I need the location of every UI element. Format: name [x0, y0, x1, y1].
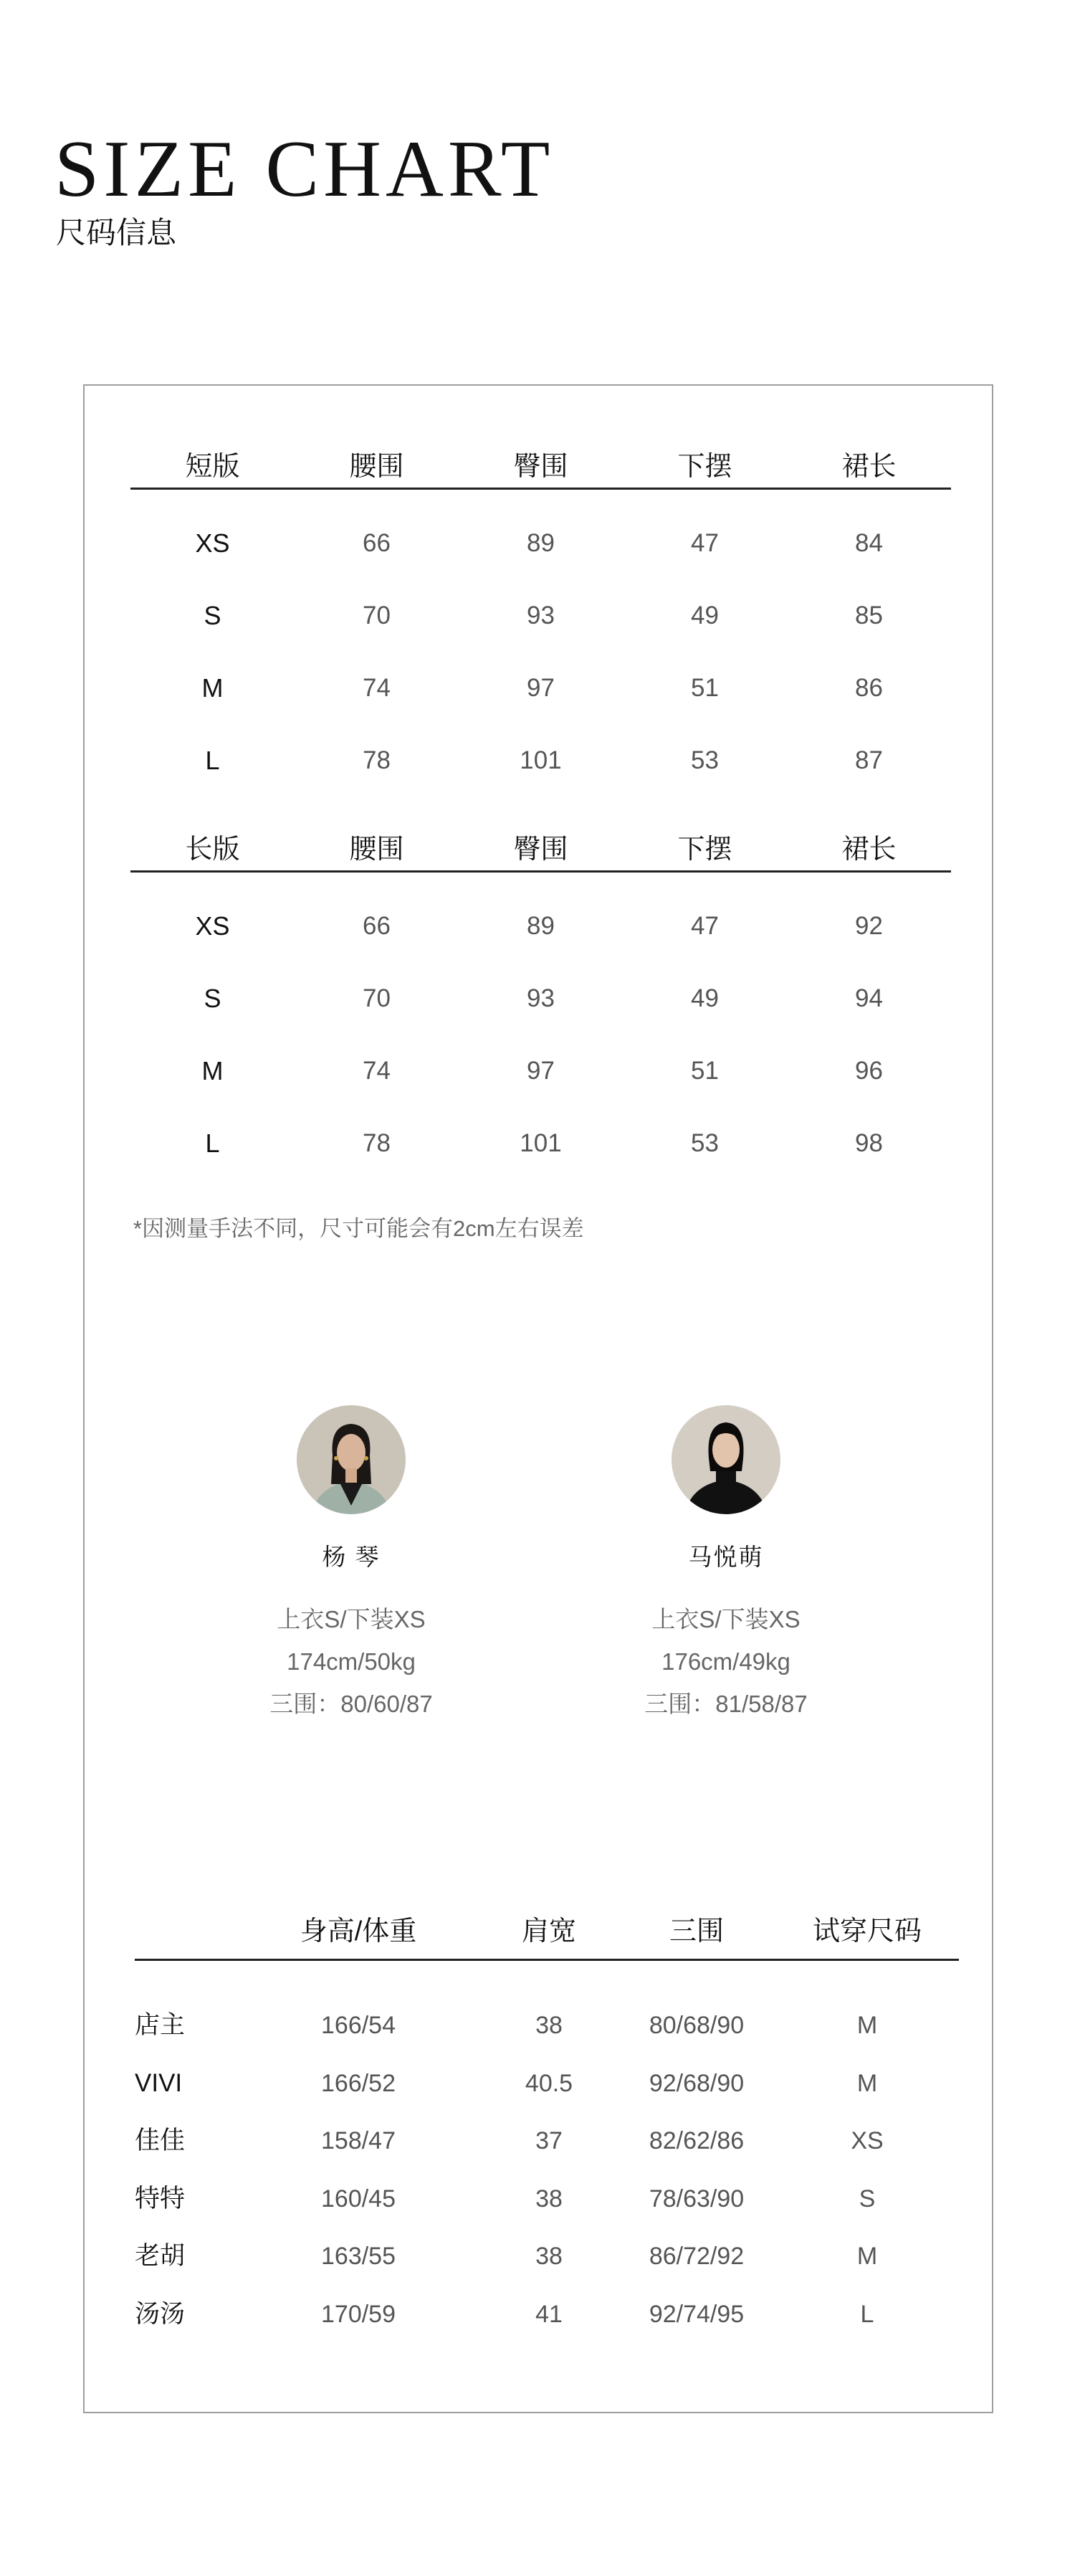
table-cell: M: [856, 2012, 878, 2039]
table-cell: 93: [527, 984, 555, 1012]
table-cell: 166/52: [321, 2069, 396, 2097]
column-header: 下摆: [677, 834, 732, 865]
size-label: L: [205, 1128, 220, 1158]
table-cell: M: [856, 2243, 878, 2270]
table-cell: 40.5: [525, 2069, 573, 2097]
table-cell: L: [860, 2300, 874, 2328]
tester-name: 汤汤: [135, 2299, 186, 2328]
size-label: XS: [195, 911, 230, 941]
table-cell: 49: [691, 984, 719, 1012]
size-label: S: [204, 983, 221, 1013]
table-cell: 92/74/95: [649, 2300, 745, 2328]
table-cell: M: [856, 2069, 878, 2097]
column-header: 长版: [185, 834, 240, 865]
table-cell: 93: [527, 601, 555, 629]
table-row: [135, 2170, 959, 2228]
table-cell: 74: [363, 1056, 391, 1085]
column-header: 身高/体重: [300, 1916, 417, 1947]
table-row: [135, 2055, 959, 2113]
table-cell: 41: [535, 2300, 563, 2328]
model-height-weight: 176cm/49kg: [661, 1648, 790, 1675]
table-cell: 66: [363, 911, 391, 940]
table-cell: 53: [691, 1128, 719, 1157]
table-row: [130, 1035, 951, 1107]
table-cell: 89: [527, 528, 555, 557]
fitting-table: [135, 1904, 959, 2343]
table-cell: 38: [535, 2185, 563, 2213]
tester-name: VIVI: [135, 2068, 183, 2097]
size-label: L: [205, 745, 220, 775]
column-header: 裙长: [841, 451, 897, 482]
table-cell: 89: [527, 911, 555, 940]
table-cell: 85: [855, 601, 883, 629]
table-row: [135, 2112, 959, 2170]
table-cell: 170/59: [321, 2300, 396, 2328]
table-cell: 74: [363, 673, 391, 702]
table-row: [130, 962, 951, 1035]
table-cell: XS: [851, 2127, 884, 2154]
column-header: 臀围: [513, 834, 568, 865]
size-label: XS: [195, 528, 230, 558]
column-header: 试穿尺码: [812, 1916, 922, 1947]
table-cell: 78: [363, 746, 391, 774]
size-label: M: [201, 672, 224, 703]
table-cell: 92/68/90: [649, 2069, 745, 2097]
measurement-note: *因测量手法不同，尺寸可能会有2cm左右误差: [133, 1216, 584, 1241]
table-cell: 47: [691, 911, 719, 940]
column-header: 下摆: [677, 451, 732, 482]
table-cell: 86/72/92: [649, 2243, 745, 2270]
model-measurements: 三围：81/58/87: [644, 1691, 808, 1717]
table-cell: 94: [855, 984, 883, 1012]
table-cell: 97: [527, 1056, 555, 1085]
model-card: [201, 1405, 502, 1725]
table-row: [130, 724, 951, 797]
table-row: [130, 507, 951, 579]
model-name: 杨 琴: [322, 1544, 381, 1570]
model-height-weight: 174cm/50kg: [287, 1648, 416, 1675]
table-row: [130, 1107, 951, 1179]
table-cell: 66: [363, 528, 391, 557]
table-row: [130, 579, 951, 652]
table-row: [135, 1997, 959, 2055]
model-size: 上衣S/下装XS: [277, 1606, 426, 1632]
tester-name: 特特: [135, 2184, 186, 2213]
table-cell: 98: [855, 1128, 883, 1157]
table-cell: 70: [363, 984, 391, 1012]
table-cell: 51: [691, 673, 719, 702]
long-table-header: [130, 822, 951, 870]
model-card: [575, 1405, 876, 1725]
table-cell: 87: [855, 746, 883, 774]
table-cell: 38: [535, 2012, 563, 2039]
model-portrait-icon: [672, 1405, 780, 1514]
table-cell: 37: [535, 2127, 563, 2154]
table-cell: 101: [520, 1128, 562, 1157]
table-row: [135, 2228, 959, 2286]
table-cell: 92: [855, 911, 883, 940]
table-cell: 96: [855, 1056, 883, 1085]
tester-name: 老胡: [135, 2242, 186, 2270]
table-cell: 53: [691, 746, 719, 774]
table-cell: 163/55: [321, 2243, 396, 2270]
model-size: 上衣S/下装XS: [651, 1606, 801, 1632]
page-subtitle: 尺码信息: [56, 216, 177, 249]
table-cell: 78: [363, 1128, 391, 1157]
table-row: [135, 2286, 959, 2344]
size-label: S: [204, 600, 221, 630]
fitting-table-header: [135, 1904, 959, 1959]
table-cell: 49: [691, 601, 719, 629]
column-header: 臀围: [513, 451, 568, 482]
table-cell: 38: [535, 2243, 563, 2270]
short-size-table: [130, 439, 951, 797]
tester-name: 佳佳: [135, 2126, 186, 2154]
table-cell: S: [859, 2185, 876, 2213]
table-cell: 166/54: [321, 2012, 396, 2039]
column-header: 裙长: [841, 834, 897, 865]
column-header: 短版: [185, 451, 240, 482]
table-cell: 86: [855, 673, 883, 702]
size-label: M: [201, 1055, 224, 1085]
column-header: 三围: [669, 1916, 725, 1947]
table-cell: 70: [363, 601, 391, 629]
table-row: [130, 652, 951, 724]
column-header: 肩宽: [521, 1916, 577, 1947]
table-cell: 78/63/90: [649, 2185, 745, 2213]
model-measurements: 三围：80/60/87: [269, 1691, 433, 1717]
column-header: 腰围: [349, 451, 404, 482]
table-cell: 158/47: [321, 2127, 396, 2154]
page-title: SIZE CHART: [54, 125, 555, 214]
table-cell: 84: [855, 528, 883, 557]
model-portrait-icon: [297, 1405, 406, 1514]
table-cell: 160/45: [321, 2185, 396, 2213]
short-table-header: [130, 439, 951, 488]
table-cell: 101: [520, 746, 562, 774]
table-cell: 97: [527, 673, 555, 702]
tester-name: 店主: [135, 2011, 186, 2039]
model-name: 马悦萌: [688, 1544, 764, 1570]
table-cell: 51: [691, 1056, 719, 1085]
long-size-table: [130, 822, 951, 1179]
table-cell: 82/62/86: [649, 2127, 745, 2154]
table-cell: 80/68/90: [649, 2012, 745, 2039]
table-row: [130, 890, 951, 962]
table-cell: 47: [691, 528, 719, 557]
column-header: 腰围: [349, 834, 404, 865]
